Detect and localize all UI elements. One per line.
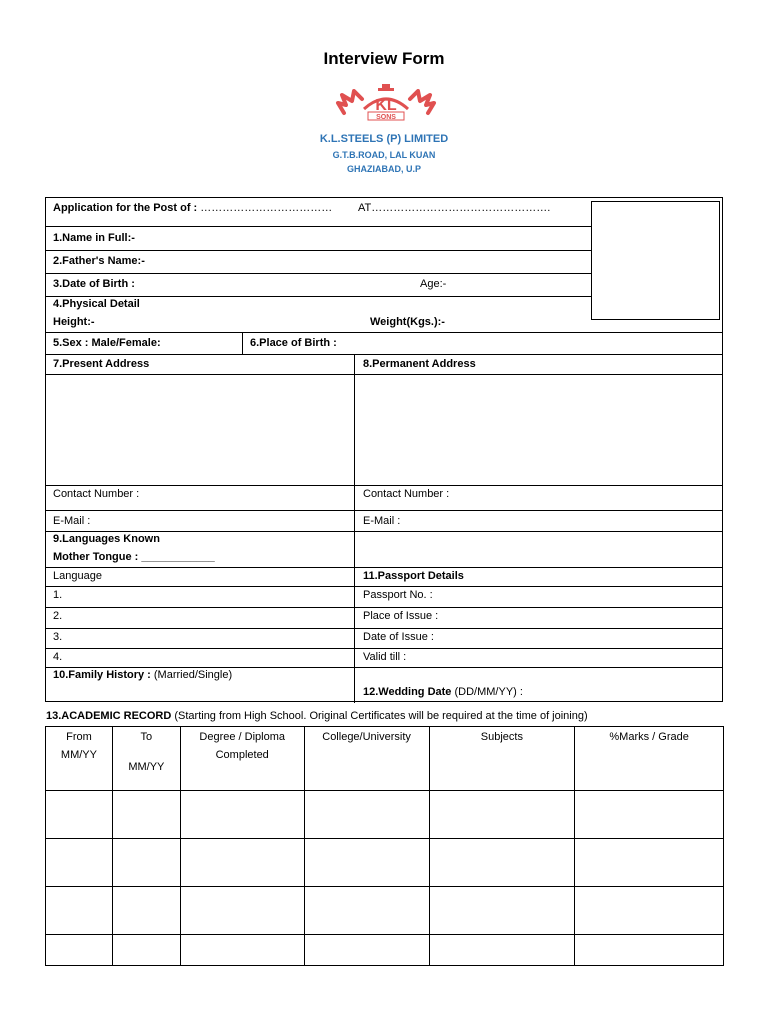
language-column-label: Language: [53, 570, 102, 582]
header-degree-label: Degree / Diploma: [199, 731, 286, 743]
header-college: College/University: [304, 727, 429, 791]
academic-record-table: [45, 726, 724, 966]
present-address-label: 7.Present Address: [53, 358, 150, 370]
at-field[interactable]: AT………………………………………….: [358, 202, 551, 214]
table-cell[interactable]: [46, 935, 113, 966]
email-field-present[interactable]: E-Mail :: [53, 515, 91, 527]
weight-field[interactable]: Weight(Kgs.):-: [370, 316, 445, 328]
company-logo: [334, 83, 438, 123]
post-field[interactable]: [53, 201, 332, 215]
header-to: [112, 727, 180, 791]
wedding-date-note: (DD/MM/YY) :: [451, 686, 523, 698]
family-history-label: 10.Family History :: [53, 669, 151, 681]
languages-label: 9.Languages Known: [53, 533, 160, 545]
form-title: Interview Form: [323, 49, 445, 68]
valid-till-field[interactable]: Valid till :: [363, 651, 407, 663]
table-cell[interactable]: [304, 791, 429, 839]
table-cell[interactable]: [304, 839, 429, 887]
table-cell[interactable]: [180, 935, 304, 966]
table-header-row: [46, 727, 724, 791]
name-field[interactable]: 1.Name in Full:-: [53, 232, 135, 244]
logo-subtext: SONS: [376, 114, 396, 121]
wedding-date-label: 12.Wedding Date: [363, 686, 452, 698]
table-cell[interactable]: [180, 791, 304, 839]
birthplace-field[interactable]: 6.Place of Birth :: [250, 337, 337, 349]
table-cell[interactable]: [429, 791, 575, 839]
date-of-issue-field[interactable]: Date of Issue :: [363, 631, 434, 643]
passport-label: 11.Passport Details: [363, 570, 464, 582]
contact-field-permanent[interactable]: Contact Number :: [363, 488, 450, 500]
table-cell[interactable]: [180, 839, 304, 887]
table-cell[interactable]: [112, 791, 180, 839]
table-cell[interactable]: [112, 935, 180, 966]
height-field[interactable]: Height:-: [53, 316, 95, 328]
table-cell[interactable]: [429, 935, 575, 966]
post-label: Application for the Post of :: [53, 202, 198, 214]
academic-record-heading: [46, 710, 588, 722]
wedding-date-field[interactable]: [363, 685, 523, 699]
table-cell[interactable]: [46, 887, 113, 935]
academic-record-note: (Starting from High School. Original Certificates will be required at the time of joining): [171, 710, 588, 722]
table-cell[interactable]: [46, 839, 113, 887]
father-name-field[interactable]: 2.Father's Name:-: [53, 255, 145, 267]
photo-box[interactable]: [591, 201, 720, 320]
contact-field-present[interactable]: Contact Number :: [53, 488, 140, 500]
company-address-line2: GHAZIABAD, U.P: [347, 164, 421, 174]
family-history-note: (Married/Single): [150, 669, 233, 681]
header-from-sub: MM/YY: [60, 749, 97, 761]
email-field-permanent[interactable]: E-Mail :: [363, 515, 401, 527]
header-from: [46, 727, 113, 791]
permanent-address-label: 8.Permanent Address: [363, 358, 476, 370]
language-row[interactable]: 4.: [53, 651, 63, 663]
place-of-issue-field[interactable]: Place of Issue :: [363, 610, 439, 622]
header-subjects: Subjects: [429, 727, 575, 791]
header-degree-sub: Completed: [215, 749, 269, 761]
table-cell[interactable]: [112, 887, 180, 935]
table-cell[interactable]: [304, 935, 429, 966]
company-address-line1: G.T.B.ROAD, LAL KUAN: [332, 150, 436, 160]
post-dots: ………………………………: [197, 202, 333, 214]
physical-detail-label: 4.Physical Detail: [53, 298, 140, 310]
dob-field[interactable]: 3.Date of Birth :: [53, 278, 135, 290]
header-degree: [180, 727, 304, 791]
family-history-field[interactable]: [53, 668, 232, 682]
mother-tongue-field[interactable]: Mother Tongue : ____________: [53, 551, 215, 563]
age-field[interactable]: Age:-: [420, 278, 447, 290]
table-cell[interactable]: [46, 791, 113, 839]
permanent-address-input[interactable]: [356, 375, 721, 484]
table-cell[interactable]: [575, 839, 724, 887]
language-row[interactable]: 3.: [53, 631, 63, 643]
table-row: [46, 791, 724, 839]
table-cell[interactable]: [304, 887, 429, 935]
company-name: K.L.STEELS (P) LIMITED: [319, 133, 449, 145]
language-row[interactable]: 1.: [53, 589, 63, 601]
table-cell[interactable]: [575, 887, 724, 935]
table-cell[interactable]: [429, 839, 575, 887]
header-marks: %Marks / Grade: [575, 727, 724, 791]
passport-no-field[interactable]: Passport No. :: [363, 589, 433, 601]
header-to-sub: MM/YY: [128, 761, 165, 773]
table-cell[interactable]: [429, 887, 575, 935]
table-cell[interactable]: [180, 887, 304, 935]
present-address-input[interactable]: [47, 375, 353, 484]
language-row[interactable]: 2.: [53, 610, 63, 622]
logo-text: KL: [375, 97, 397, 114]
table-row: [46, 887, 724, 935]
table-cell[interactable]: [575, 935, 724, 966]
table-cell[interactable]: [575, 791, 724, 839]
table-row: [46, 935, 724, 966]
header-to-label: To: [140, 731, 153, 743]
header-from-label: From: [66, 731, 92, 743]
sex-field[interactable]: 5.Sex : Male/Female:: [53, 337, 161, 349]
academic-record-title: 13.ACADEMIC RECORD: [46, 710, 172, 722]
table-row: [46, 839, 724, 887]
table-cell[interactable]: [112, 839, 180, 887]
